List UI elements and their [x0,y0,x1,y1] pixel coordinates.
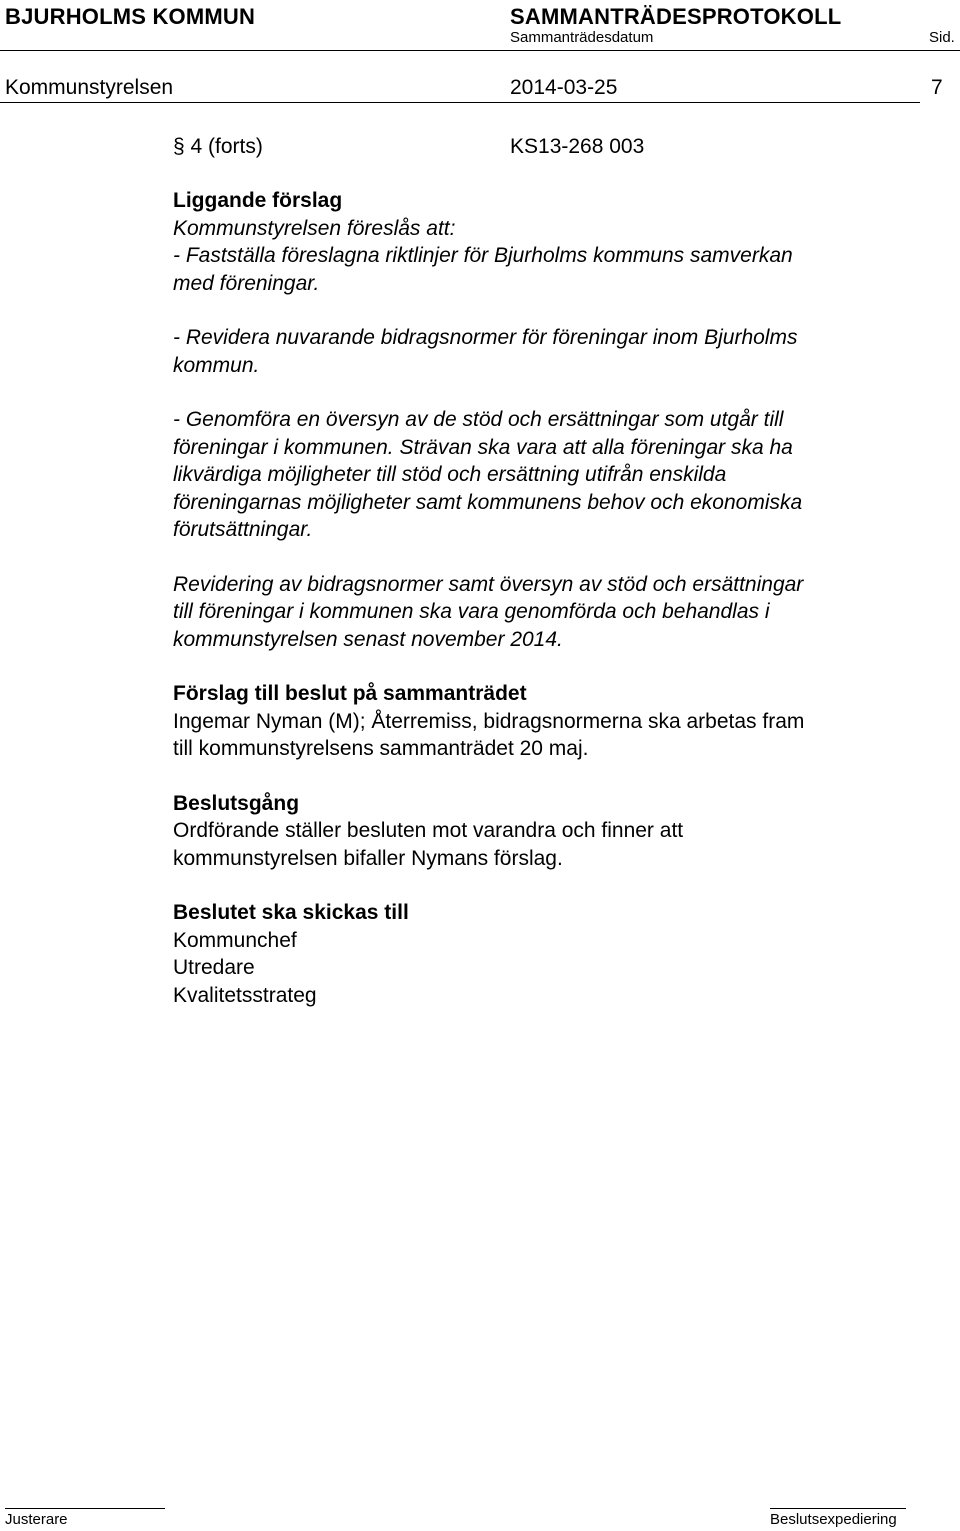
proposal-line: - Revidera nuvarande bidragsnormer för föreningar inom Bjurholms [173,326,798,349]
proposal-line: till föreningar i kommunen ska vara genomförda och behandlas i [173,600,770,623]
proposal-intro: Kommunstyrelsen föreslås att: [173,216,456,240]
meeting-proposal-line: till kommunstyrelsens sammanträdet 20 maj. [173,737,589,760]
proposal-line: likvärdiga möjligheter till stöd och ersättning utifrån enskilda [173,463,727,486]
meeting-proposal-heading: Förslag till beslut på sammanträdet [173,682,527,705]
recipient: Utredare [173,956,255,979]
footer-dispatch-label: Beslutsexpediering [770,1511,897,1528]
proposal-line: kommunstyrelsen senast november 2014. [173,627,563,651]
page-number: 7 [931,76,943,99]
footer-left-rule [5,1508,165,1509]
document-type: SAMMANTRÄDESPROTOKOLL [510,4,842,29]
decision-process-line: Ordförande ställer besluten mot varandra och finner att [173,819,684,842]
proposal-line: föreningar i kommunen. Strävan ska vara att alla föreningar ska ha [173,435,793,459]
decision-process-heading: Beslutsgång [173,791,300,815]
proposal-heading: Liggande förslag [173,189,343,212]
recipient: Kommunchef [173,928,297,952]
recipient: Kvalitetsstrateg [173,983,317,1007]
proposal-line: föreningarnas möjligheter samt kommunens behov och ekonomiska [173,490,803,514]
document-body [173,187,913,1009]
proposal-line: kommun. [173,353,260,377]
meeting-date: 2014-03-25 [510,76,618,99]
municipality-name: BJURHOLMS KOMMUN [5,4,256,29]
proposal-line: med föreningar. [173,271,320,295]
proposal-line: Revidering av bidragsnormer samt översyn av stöd och ersättningar [173,572,804,596]
page-label: Sid. [929,29,955,46]
footer-adjuster-label: Justerare [5,1511,68,1528]
send-to-heading: Beslutet ska skickas till [173,901,409,924]
header-bottom-rule [0,102,920,103]
proposal-line: - Fastställa föreslagna riktlinjer för Bjurholms kommuns samverkan [173,244,793,267]
meeting-date-label: Sammanträdesdatum [510,29,654,46]
meeting-proposal-line: Ingemar Nyman (M); Återremiss, bidragsnormerna ska arbetas fram [173,709,805,733]
section-number: § 4 (forts) [173,135,263,158]
proposal-line: - Genomföra en översyn av de stöd och ersättningar som utgår till [173,408,784,431]
decision-process-line: kommunstyrelsen bifaller Nymans förslag. [173,846,563,870]
case-number: KS13-268 003 [510,135,645,158]
body-name: Kommunstyrelsen [5,76,174,99]
proposal-line: förutsättningar. [173,518,313,541]
footer-right-rule [770,1508,906,1509]
header-top-rule [0,50,960,51]
